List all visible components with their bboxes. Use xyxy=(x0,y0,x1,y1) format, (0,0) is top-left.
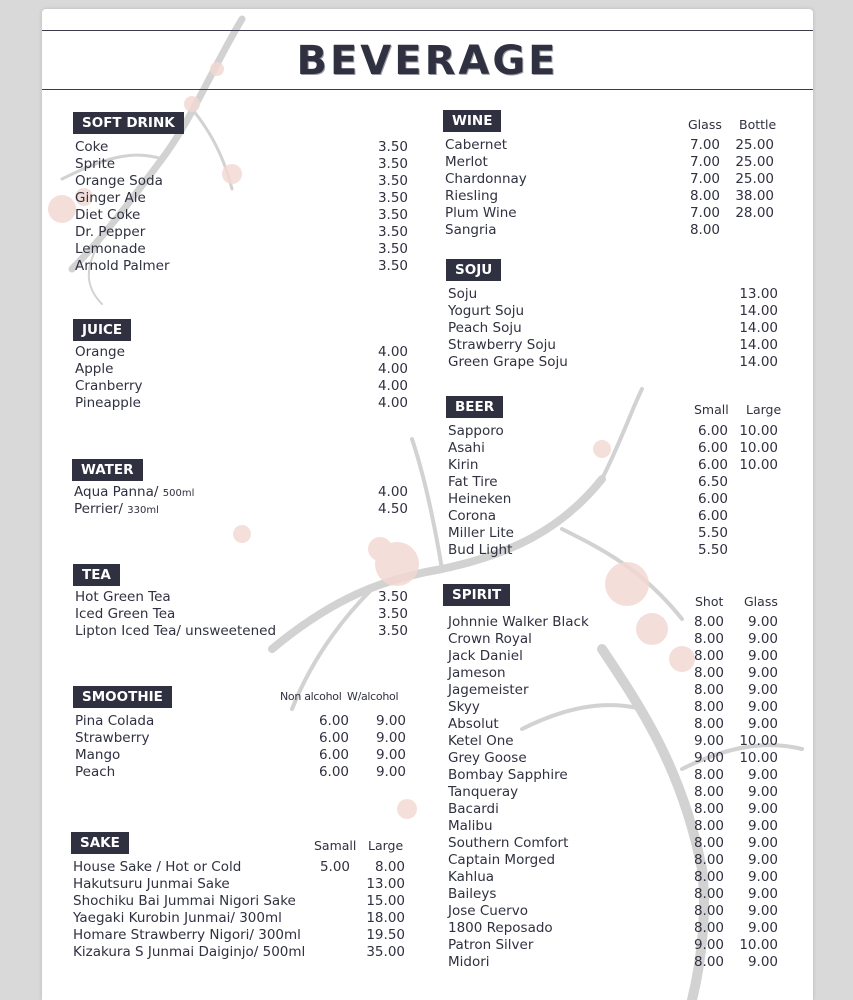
item-price-glass: 7.00 xyxy=(689,171,720,187)
menu-item xyxy=(443,903,778,920)
item-price-large: 18.00 xyxy=(366,910,405,926)
item-name: Hakutsuru Junmai Sake xyxy=(73,876,230,892)
menu-item xyxy=(73,224,408,241)
item-name: Crown Royal xyxy=(448,631,532,647)
item-price-shot: 8.00 xyxy=(693,801,724,817)
menu-item xyxy=(73,344,408,361)
item-name: Perrier/ xyxy=(74,501,123,517)
item-price-shot: 8.00 xyxy=(693,631,724,647)
item-name: Ginger Ale xyxy=(75,190,146,206)
menu-item xyxy=(446,508,778,525)
item-price-large: 10.00 xyxy=(739,423,778,439)
item-price: 4.00 xyxy=(377,395,408,411)
item-name: Strawberry xyxy=(75,730,150,746)
item-price-bottle: 25.00 xyxy=(735,154,774,170)
item-price-glass: 9.00 xyxy=(747,920,778,936)
item-price: 3.50 xyxy=(377,156,408,172)
menu-item xyxy=(443,648,778,665)
menu-item xyxy=(443,835,778,852)
section-badge: WINE xyxy=(443,110,501,132)
item-name: Fat Tire xyxy=(448,474,498,490)
item-name: Kahlua xyxy=(448,869,495,885)
column-header-glass: Glass xyxy=(744,594,778,609)
menu-item xyxy=(443,716,778,733)
item-name: Bombay Sapphire xyxy=(448,767,568,783)
item-name: Grey Goose xyxy=(448,750,527,766)
item-price: 3.50 xyxy=(377,241,408,257)
item-name: Malibu xyxy=(448,818,493,834)
item-name: Absolut xyxy=(448,716,499,732)
menu-item xyxy=(72,484,408,501)
menu-item xyxy=(443,137,777,154)
item-name: Jagemeister xyxy=(448,682,529,698)
item-name: Riesling xyxy=(445,188,499,204)
item-price-glass: 9.00 xyxy=(747,784,778,800)
item-name: Midori xyxy=(448,954,490,970)
menu-item xyxy=(73,589,408,606)
item-price-shot: 8.00 xyxy=(693,784,724,800)
menu-item xyxy=(73,207,408,224)
menu-item xyxy=(446,423,778,440)
item-name: Cabernet xyxy=(445,137,508,153)
item-name: Iced Green Tea xyxy=(75,606,176,622)
menu-item xyxy=(72,501,408,518)
item-name: Hot Green Tea xyxy=(75,589,171,605)
menu-item xyxy=(73,713,408,730)
item-price: 3.50 xyxy=(377,224,408,240)
menu-item xyxy=(73,173,408,190)
menu-item xyxy=(446,303,778,320)
item-name: Apple xyxy=(75,361,114,377)
item-price-bottle: 25.00 xyxy=(735,137,774,153)
item-price: 3.50 xyxy=(377,589,408,605)
item-price-large: 19.50 xyxy=(366,927,405,943)
menu-item xyxy=(73,190,408,207)
item-price-glass: 7.00 xyxy=(689,205,720,221)
menu-item xyxy=(443,614,778,631)
menu-item xyxy=(71,876,405,893)
item-price-shot: 9.00 xyxy=(693,750,724,766)
item-price: 3.50 xyxy=(377,139,408,155)
item-name: Dr. Pepper xyxy=(75,224,146,240)
item-name: Asahi xyxy=(448,440,485,456)
item-price-glass: 9.00 xyxy=(747,852,778,868)
menu-item xyxy=(446,542,778,559)
item-name: Peach xyxy=(75,764,116,780)
item-name: Peach Soju xyxy=(448,320,522,336)
menu-item xyxy=(443,188,777,205)
menu-item xyxy=(443,222,777,239)
menu-item xyxy=(443,154,777,171)
item-price-non-alcohol: 6.00 xyxy=(318,730,349,746)
section-badge: SAKE xyxy=(71,832,129,854)
item-name: Pineapple xyxy=(75,395,141,411)
item-name: Bud Light xyxy=(448,542,513,558)
item-name: Sprite xyxy=(75,156,116,172)
item-name: House Sake / Hot or Cold xyxy=(73,859,242,875)
menu-item xyxy=(443,886,778,903)
item-price-large: 15.00 xyxy=(366,893,405,909)
item-price-glass: 9.00 xyxy=(747,886,778,902)
menu-item xyxy=(73,241,408,258)
item-name: Plum Wine xyxy=(445,205,517,221)
column-header-shot: Shot xyxy=(695,594,724,609)
item-name: Sangria xyxy=(445,222,497,238)
item-name: Yogurt Soju xyxy=(448,303,525,319)
menu-item xyxy=(71,893,405,910)
item-name: Green Grape Soju xyxy=(448,354,568,370)
item-price-with-alcohol: 9.00 xyxy=(375,747,406,763)
item-price-shot: 8.00 xyxy=(693,954,724,970)
item-price-glass: 9.00 xyxy=(747,801,778,817)
item-price-non-alcohol: 6.00 xyxy=(318,764,349,780)
item-name: Johnnie Walker Black xyxy=(448,614,589,630)
item-price-shot: 8.00 xyxy=(693,835,724,851)
item-name: Baileys xyxy=(448,886,497,902)
item-name: Corona xyxy=(448,508,497,524)
item-name: Patron Silver xyxy=(448,937,534,953)
column-header-large: Large xyxy=(368,838,404,853)
item-price: 14.00 xyxy=(739,337,778,353)
column-header-large: Large xyxy=(746,402,782,417)
menu-item xyxy=(73,156,408,173)
menu-item xyxy=(73,361,408,378)
menu-item xyxy=(443,852,778,869)
item-price-shot: 9.00 xyxy=(693,733,724,749)
menu-item xyxy=(443,818,778,835)
item-price-glass: 9.00 xyxy=(747,648,778,664)
item-name: Jose Cuervo xyxy=(448,903,528,919)
item-price-shot: 8.00 xyxy=(693,920,724,936)
item-price: 3.50 xyxy=(377,623,408,639)
item-name: Heineken xyxy=(448,491,512,507)
item-name: Orange Soda xyxy=(75,173,163,189)
item-price-shot: 8.00 xyxy=(693,682,724,698)
item-price-glass: 10.00 xyxy=(739,937,778,953)
menu-item xyxy=(71,859,405,876)
item-price-small: 5.50 xyxy=(697,542,728,558)
item-price-small: 6.00 xyxy=(697,508,728,524)
item-price-shot: 8.00 xyxy=(693,665,724,681)
item-price-glass: 9.00 xyxy=(747,716,778,732)
menu-item xyxy=(443,682,778,699)
item-price-bottle: 25.00 xyxy=(735,171,774,187)
item-price-large: 10.00 xyxy=(739,457,778,473)
item-price-shot: 8.00 xyxy=(693,614,724,630)
item-price-small: 6.50 xyxy=(697,474,728,490)
item-price-shot: 8.00 xyxy=(693,903,724,919)
section-badge: SPIRIT xyxy=(443,584,510,606)
item-name: Southern Comfort xyxy=(448,835,569,851)
menu-item xyxy=(443,699,778,716)
item-price-non-alcohol: 6.00 xyxy=(318,713,349,729)
item-price-shot: 8.00 xyxy=(693,886,724,902)
item-price-glass: 9.00 xyxy=(747,954,778,970)
item-name: Cranberry xyxy=(75,378,143,394)
item-price-small: 6.00 xyxy=(697,440,728,456)
item-price-shot: 8.00 xyxy=(693,699,724,715)
menu-item xyxy=(443,784,778,801)
item-name: Kirin xyxy=(448,457,479,473)
item-price: 4.50 xyxy=(377,501,408,517)
item-price-glass: 9.00 xyxy=(747,869,778,885)
section-badge: WATER xyxy=(72,459,143,481)
item-name: Jameson xyxy=(448,665,506,681)
item-price-glass: 9.00 xyxy=(747,903,778,919)
item-name: Pina Colada xyxy=(75,713,155,729)
item-price-small: 6.00 xyxy=(697,423,728,439)
menu-item xyxy=(443,171,777,188)
item-size: 500ml xyxy=(162,488,195,499)
column-header-small: Samall xyxy=(314,838,357,853)
menu-item xyxy=(443,665,778,682)
section-badge: TEA xyxy=(73,564,120,586)
item-price: 3.50 xyxy=(377,207,408,223)
column-header-non-alcohol: Non alcohol xyxy=(280,690,342,703)
item-price-glass: 9.00 xyxy=(747,614,778,630)
menu-item xyxy=(73,378,408,395)
section-badge: SMOOTHIE xyxy=(73,686,172,708)
item-size: 330ml xyxy=(127,505,159,516)
menu-item xyxy=(443,733,778,750)
item-price: 4.00 xyxy=(377,378,408,394)
item-name: Kizakura S Junmai Daiginjo/ 500ml xyxy=(73,944,306,960)
section-badge: BEER xyxy=(446,396,503,418)
section-badge: JUICE xyxy=(73,319,131,341)
menu-item xyxy=(73,747,408,764)
item-name: Bacardi xyxy=(448,801,499,817)
item-name: Chardonnay xyxy=(445,171,527,187)
column-header-bottle: Bottle xyxy=(739,117,777,132)
menu-item xyxy=(73,764,408,781)
item-price-glass: 9.00 xyxy=(747,682,778,698)
item-price: 14.00 xyxy=(739,303,778,319)
section-badge: SOFT DRINK xyxy=(73,112,184,134)
menu-item xyxy=(71,927,405,944)
item-name: Skyy xyxy=(448,699,480,715)
item-price: 3.50 xyxy=(377,173,408,189)
item-name: Coke xyxy=(75,139,109,155)
item-price: 4.00 xyxy=(377,344,408,360)
item-price-with-alcohol: 9.00 xyxy=(375,730,406,746)
item-name: Mango xyxy=(75,747,121,763)
item-name: Jack Daniel xyxy=(448,648,523,664)
item-name: Sapporo xyxy=(448,423,504,439)
item-price-glass: 8.00 xyxy=(689,222,720,238)
column-header-glass: Glass xyxy=(688,117,722,132)
item-price-shot: 8.00 xyxy=(693,716,724,732)
item-price-small: 5.00 xyxy=(319,859,350,875)
item-price-glass: 7.00 xyxy=(689,137,720,153)
item-price-glass: 8.00 xyxy=(689,188,720,204)
column-header-small: Small xyxy=(694,402,729,417)
menu-item xyxy=(443,631,778,648)
item-price-shot: 9.00 xyxy=(693,937,724,953)
menu-item xyxy=(446,440,778,457)
item-price-with-alcohol: 9.00 xyxy=(375,764,406,780)
menu-item xyxy=(443,920,778,937)
item-price-shot: 8.00 xyxy=(693,767,724,783)
item-price-large: 8.00 xyxy=(374,859,405,875)
item-price-shot: 8.00 xyxy=(693,852,724,868)
item-price-glass: 9.00 xyxy=(747,665,778,681)
item-price-non-alcohol: 6.00 xyxy=(318,747,349,763)
item-price-glass: 9.00 xyxy=(747,818,778,834)
item-price: 3.50 xyxy=(377,606,408,622)
menu-item xyxy=(73,258,408,275)
item-name: Tanqueray xyxy=(448,784,519,800)
menu-item xyxy=(71,910,405,927)
item-price-bottle: 28.00 xyxy=(735,205,774,221)
item-price: 4.00 xyxy=(377,484,408,500)
menu-item xyxy=(446,286,778,303)
item-price: 14.00 xyxy=(739,320,778,336)
menu-item xyxy=(443,767,778,784)
item-name: Orange xyxy=(75,344,125,360)
menu-item xyxy=(443,954,778,971)
item-name: Lemonade xyxy=(75,241,146,257)
title-rule-top xyxy=(42,30,813,31)
item-name: Merlot xyxy=(445,154,488,170)
menu-item xyxy=(443,869,778,886)
menu-title: BEVERAGE xyxy=(296,38,559,84)
item-price-with-alcohol: 9.00 xyxy=(375,713,406,729)
item-price: 14.00 xyxy=(739,354,778,370)
item-name: Diet Coke xyxy=(75,207,141,223)
item-price: 3.50 xyxy=(377,190,408,206)
menu-item xyxy=(446,457,778,474)
column-header-with-alcohol: W/alcohol xyxy=(347,690,399,703)
menu-item xyxy=(73,395,408,412)
menu-item xyxy=(446,491,778,508)
item-name: Arnold Palmer xyxy=(75,258,170,274)
item-price-small: 5.50 xyxy=(697,525,728,541)
item-price-shot: 8.00 xyxy=(693,818,724,834)
item-price-glass: 9.00 xyxy=(747,699,778,715)
item-price-large: 13.00 xyxy=(366,876,405,892)
item-price-bottle: 38.00 xyxy=(735,188,774,204)
item-price-shot: 8.00 xyxy=(693,869,724,885)
item-price: 4.00 xyxy=(377,361,408,377)
menu-item xyxy=(73,139,408,156)
item-name: 1800 Reposado xyxy=(448,920,553,936)
item-name: Homare Strawberry Nigori/ 300ml xyxy=(73,927,301,943)
item-price-glass: 7.00 xyxy=(689,154,720,170)
menu-item xyxy=(446,525,778,542)
item-name: Captain Morged xyxy=(448,852,556,868)
menu-item xyxy=(443,937,778,954)
menu-item xyxy=(73,730,408,747)
item-price: 13.00 xyxy=(739,286,778,302)
item-name: Shochiku Bai Jummai Nigori Sake xyxy=(73,893,296,909)
item-price-small: 6.00 xyxy=(697,457,728,473)
menu-item xyxy=(71,944,405,961)
item-price: 3.50 xyxy=(377,258,408,274)
item-price-glass: 9.00 xyxy=(747,631,778,647)
item-price-shot: 8.00 xyxy=(693,648,724,664)
section-badge: SOJU xyxy=(446,259,501,281)
item-price-large: 35.00 xyxy=(366,944,405,960)
menu-item xyxy=(443,750,778,767)
item-price-glass: 9.00 xyxy=(747,835,778,851)
item-name: Lipton Iced Tea/ unsweetened xyxy=(75,623,277,639)
menu-item xyxy=(446,337,778,354)
title-rule-bottom xyxy=(42,89,813,90)
item-name: Aqua Panna/ xyxy=(74,484,159,500)
item-name: Strawberry Soju xyxy=(448,337,556,353)
menu-item xyxy=(446,474,778,491)
item-price-glass: 10.00 xyxy=(739,733,778,749)
menu-item xyxy=(443,801,778,818)
item-name: Ketel One xyxy=(448,733,514,749)
menu-item xyxy=(443,205,777,222)
item-name: Soju xyxy=(448,286,478,302)
menu-item xyxy=(73,623,408,640)
menu-item xyxy=(73,606,408,623)
item-name: Miller Lite xyxy=(448,525,514,541)
menu-item xyxy=(446,320,778,337)
item-price-large: 10.00 xyxy=(739,440,778,456)
item-name: Yaegaki Kurobin Junmai/ 300ml xyxy=(73,910,282,926)
menu-card xyxy=(42,9,813,1000)
item-price-glass: 10.00 xyxy=(739,750,778,766)
menu-item xyxy=(446,354,778,371)
item-price-glass: 9.00 xyxy=(747,767,778,783)
item-price-small: 6.00 xyxy=(697,491,728,507)
